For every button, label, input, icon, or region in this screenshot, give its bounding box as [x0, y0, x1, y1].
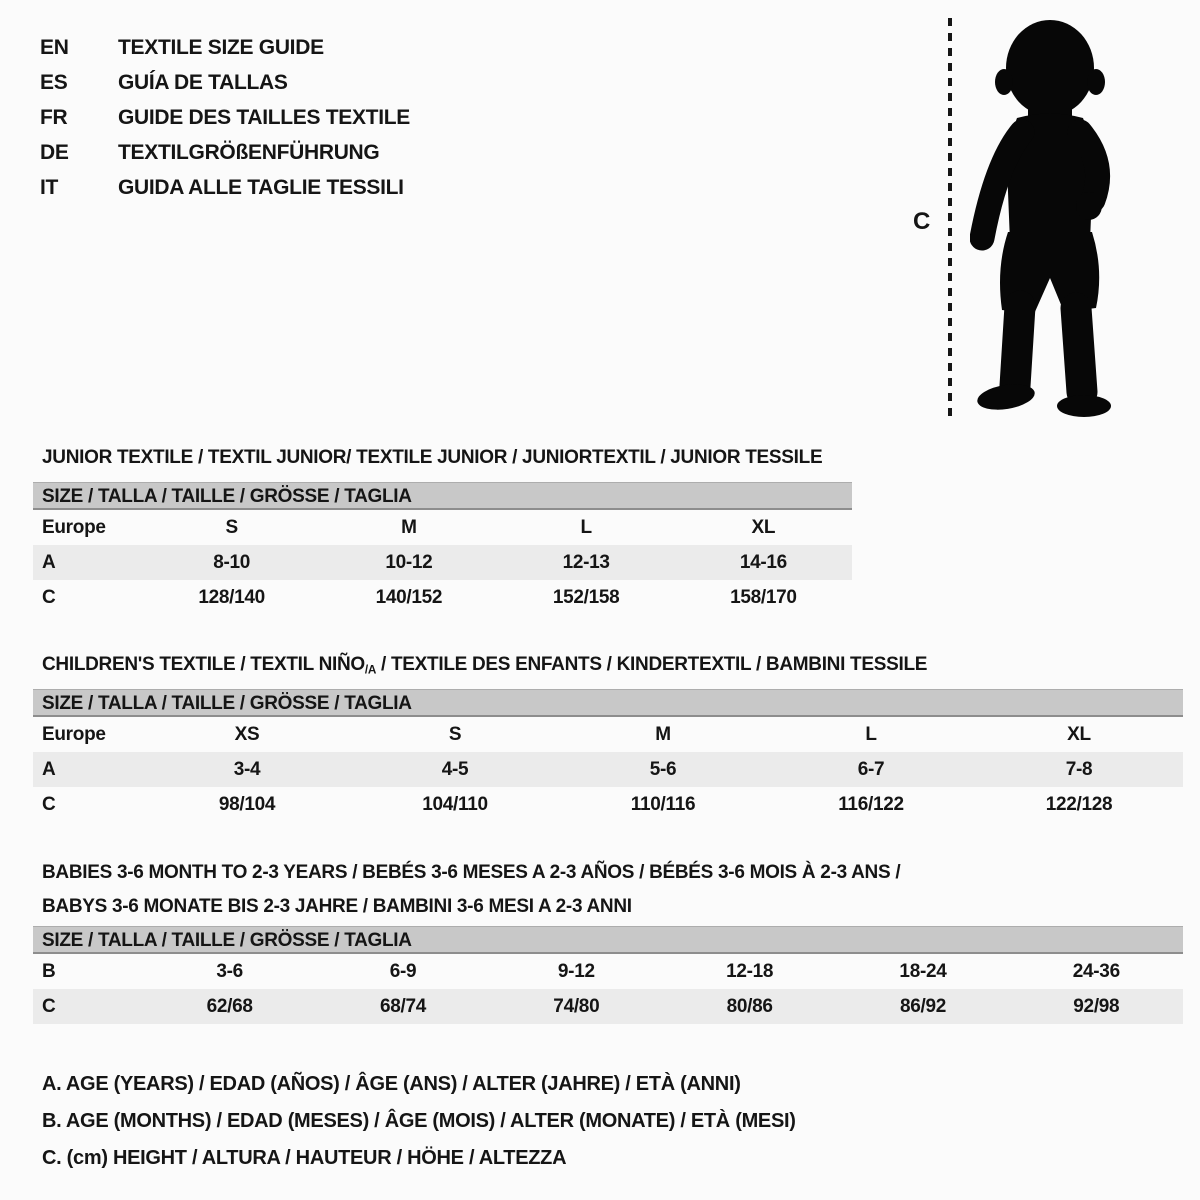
guide-title-fr: GUIDE DES TAILLES TEXTILE: [118, 105, 410, 129]
row-label: C: [42, 793, 56, 815]
row-label: C: [42, 586, 56, 608]
table-row-a: [33, 545, 852, 580]
guide-title-es: GUÍA DE TALLAS: [118, 70, 288, 94]
table-cell: 3-6: [216, 960, 243, 982]
size-header-bar: SIZE / TALLA / TAILLE / GRÖSSE / TAGLIA: [33, 689, 1183, 717]
children-size-table: [33, 689, 1183, 822]
legend-line-b: B. AGE (MONTHS) / EDAD (MESES) / ÂGE (MOIS) / ALTER (MONATE) / ETÀ (MESI): [42, 1110, 796, 1132]
language-row-es: [40, 65, 410, 100]
table-cell: 24-36: [1072, 960, 1120, 982]
guide-title-it: GUIDA ALLE TAGLIE TESSILI: [118, 175, 404, 199]
table-cell: XS: [234, 723, 260, 745]
measurement-legend: [42, 1066, 796, 1177]
table-cell: 4-5: [441, 758, 469, 780]
table-cell: 7-8: [1065, 758, 1093, 780]
table-cell: L: [865, 723, 877, 745]
table-cell: 152/158: [552, 586, 620, 608]
children-title-subscript: /A: [364, 663, 377, 677]
guide-title-de: TEXTILGRÖßENFÜHRUNG: [118, 140, 380, 164]
table-row-europe: [33, 717, 1183, 752]
babies-title-line1: BABIES 3-6 MONTH TO 2-3 YEARS / BEBÉS 3-6 MESES A 2-3 AÑOS / BÉBÉS 3-6 MOIS À 2-3 ANS /: [42, 861, 901, 883]
junior-section-title: JUNIOR TEXTILE / TEXTIL JUNIOR/ TEXTILE JUNIOR / JUNIORTEXTIL / JUNIOR TESSILE: [42, 446, 823, 468]
junior-table-body: [33, 510, 852, 615]
table-cell: S: [448, 723, 462, 745]
row-label: A: [42, 758, 56, 780]
table-cell: 5-6: [649, 758, 677, 780]
row-label: C: [42, 995, 56, 1017]
language-code: EN: [40, 35, 69, 59]
height-dashed-line: [946, 18, 954, 418]
row-label: A: [42, 551, 56, 573]
table-cell: 62/68: [206, 995, 253, 1017]
junior-size-table: [33, 482, 852, 615]
size-header-bar: SIZE / TALLA / TAILLE / GRÖSSE / TAGLIA: [33, 482, 852, 510]
language-row-de: [40, 135, 410, 170]
table-cell: 18-24: [899, 960, 947, 982]
children-section-title: [42, 654, 927, 676]
table-row-c: [33, 580, 852, 615]
children-title-prefix: CHILDREN'S TEXTILE / TEXTIL NIÑO: [42, 653, 365, 675]
babies-title-line2: BABYS 3-6 MONATE BIS 2-3 JAHRE / BAMBINI 3-6 MESI A 2-3 ANNI: [42, 895, 632, 917]
table-cell: 3-4: [233, 758, 261, 780]
row-label: Europe: [42, 516, 106, 538]
table-cell: 6-7: [857, 758, 885, 780]
table-cell: 8-10: [213, 551, 251, 573]
table-cell: 6-9: [389, 960, 417, 982]
language-title-list: [40, 30, 410, 205]
table-cell: 140/152: [375, 586, 443, 608]
table-cell: 110/116: [630, 793, 696, 815]
table-cell: 12-18: [726, 960, 774, 982]
babies-section-title: [42, 856, 900, 924]
table-cell: 122/128: [1045, 793, 1113, 815]
table-cell: 9-12: [557, 960, 595, 982]
table-cell: 74/80: [553, 995, 600, 1017]
table-cell: XL: [751, 516, 776, 538]
table-cell: 116/122: [838, 793, 904, 815]
size-header-bar: SIZE / TALLA / TAILLE / GRÖSSE / TAGLIA: [33, 926, 1183, 954]
language-code: IT: [40, 175, 59, 199]
table-cell: 92/98: [1073, 995, 1120, 1017]
table-row-a: [33, 752, 1183, 787]
children-title-suffix: / TEXTILE DES ENFANTS / KINDERTEXTIL / BAMBINI TESSILE: [376, 653, 928, 675]
table-cell: M: [655, 723, 671, 745]
table-cell: S: [225, 516, 238, 538]
table-row-c: [33, 787, 1183, 822]
legend-line-a: A. AGE (YEARS) / EDAD (AÑOS) / ÂGE (ANS) / ALTER (JAHRE) / ETÀ (ANNI): [42, 1073, 741, 1095]
row-label: Europe: [42, 723, 106, 745]
legend-line-c: C. (cm) HEIGHT / ALTURA / HAUTEUR / HÖHE / ALTEZZA: [42, 1147, 567, 1169]
table-cell: 98/104: [218, 793, 276, 815]
guide-title-en: TEXTILE SIZE GUIDE: [118, 35, 324, 59]
table-cell: 14-16: [739, 551, 787, 573]
table-cell: 80/86: [726, 995, 773, 1017]
table-cell: 12-13: [562, 551, 610, 573]
row-label: B: [42, 960, 56, 982]
table-cell: XL: [1067, 723, 1091, 745]
table-row-b: [33, 954, 1183, 989]
language-row-en: [40, 30, 410, 65]
toddler-silhouette-icon: [970, 14, 1134, 418]
table-cell: 68/74: [379, 995, 427, 1017]
language-code: FR: [40, 105, 68, 129]
table-row-c: [33, 989, 1183, 1024]
table-cell: 128/140: [198, 586, 265, 608]
table-cell: 104/110: [422, 793, 488, 815]
table-cell: 10-12: [385, 551, 433, 573]
table-cell: L: [580, 516, 592, 538]
table-cell: M: [401, 516, 417, 538]
table-cell: 86/92: [899, 995, 946, 1017]
babies-size-table: [33, 926, 1183, 1024]
table-cell: 158/170: [730, 586, 797, 608]
children-table-body: [33, 717, 1183, 822]
table-row-europe: [33, 510, 852, 545]
language-row-fr: [40, 100, 410, 135]
language-code: DE: [40, 140, 69, 164]
language-code: ES: [40, 70, 68, 94]
babies-table-body: [33, 954, 1183, 1024]
language-row-it: [40, 170, 410, 205]
height-measure-label: C: [913, 208, 931, 235]
